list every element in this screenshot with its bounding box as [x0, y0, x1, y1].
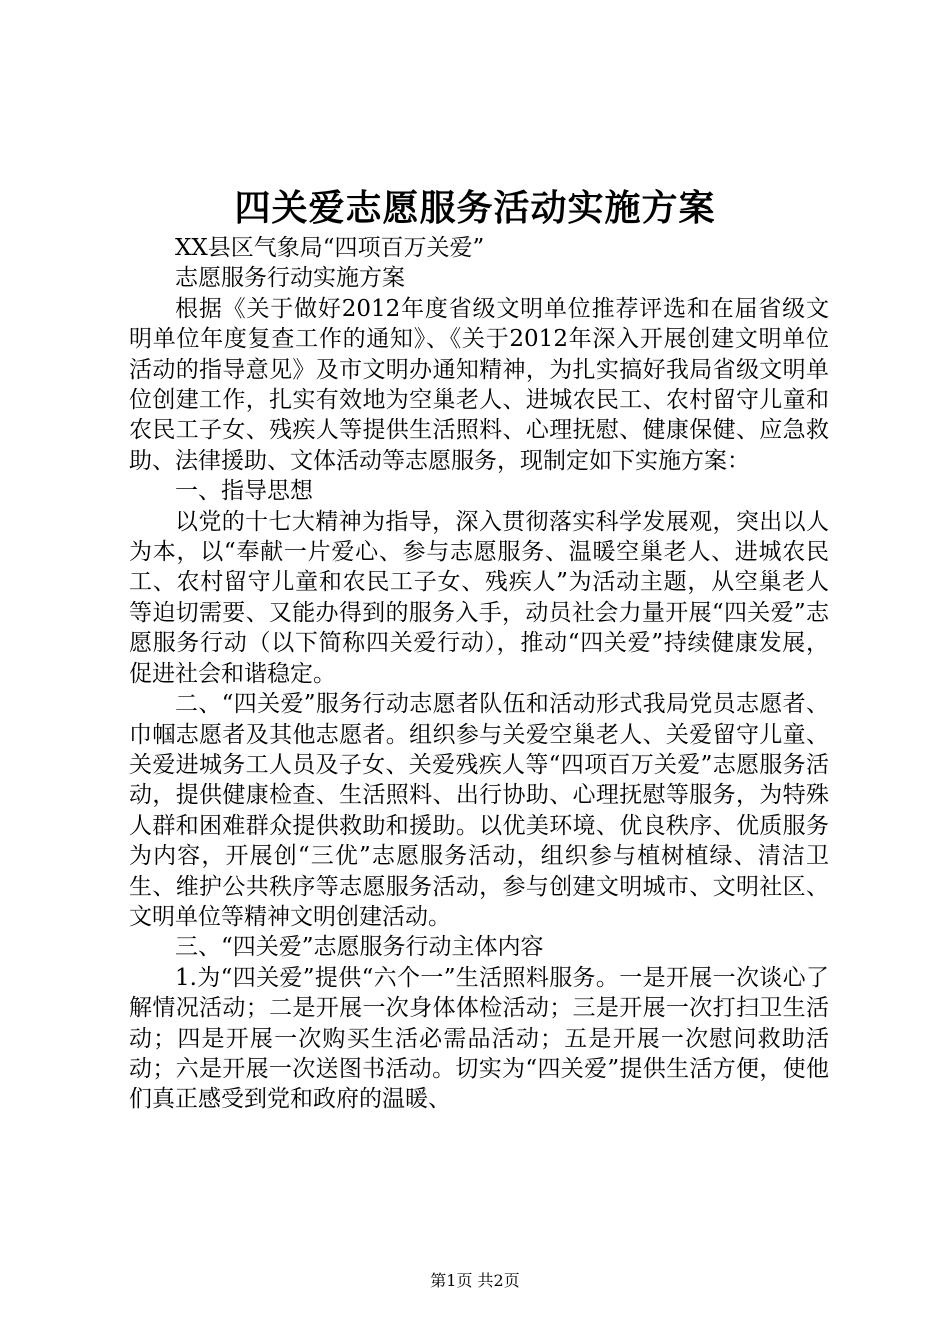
document-title: 四关爱志愿服务活动实施方案 — [234, 187, 716, 229]
paragraph-main-content: 1.为“四关爱”提供“六个一”生活照料服务。一是开展一次谈心了解情况活动；二是开展一次身体体检活动；三是开展一次打扫卫生活动；四是开展一次购买生活必需品活动；五是开展一次慰问救助活动；六是开展一次送图书活动。切实为“四关爱”提供生活方便，使他们真正感受到党和政府的温暖、 — [129, 964, 829, 1113]
paragraph-intro: 根据《关于做好2012年度省级文明单位推荐评选和在届省级文明单位年度复查工作的通知》、《关于2012年深入开展创建文明单位活动的指导意见》及市文明办通知精神，为扎实搞好我局省级文明单位创建工作，扎实有效地为空巢老人、进城农民工、农村留守儿童和农民工子女、残疾人等提供生活照料、心理抚慰、健康保健、应急救助、法律援助、文体活动等志愿服务，现制定如下实施方案： — [129, 295, 829, 474]
section-heading-1: 一、指导思想 — [175, 478, 313, 505]
paragraph-guiding-ideology: 以党的十七大精神为指导，深入贯彻落实科学发展观，突出以人为本，以“奉献一片爱心、参与志愿服务、温暖空巢老人、进城农民工、农村留守儿童和农民工子女、残疾人”为活动主题，从空巢老人等迫切需要、又能办得到的服务入手，动员社会力量开展“四关爱”志愿服务行动（以下简称四关爱行动），推动“四关爱”持续健康发展，促进社会和谐稳定。 — [129, 508, 829, 687]
section-heading-3: 三、“四关爱”志愿服务行动主体内容 — [175, 934, 544, 961]
paragraph-subtitle: 志愿服务行动实施方案 — [175, 265, 405, 292]
paragraph-volunteer-team: 二、“四关爱”服务行动志愿者队伍和活动形式我局党员志愿者、巾帼志愿者及其他志愿者。组织参与关爱空巢老人、关爱留守儿童、关爱进城务工人员及子女、关爱残疾人等“四项百万关爱”志愿服务活动，提供健康检查、生活照料、出行协助、心理抚慰等服务，为特殊人群和困难群众提供救助和援助。以优美环境、优良秩序、优质服务为内容，开展创“三优”志愿服务活动，组织参与植树植绿、清洁卫生、维护公共秩序等志愿服务活动，参与创建文明城市、文明社区、文明单位等精神文明创建活动。 — [129, 691, 829, 930]
page-number-footer: 第1页 共2页 — [430, 1271, 520, 1290]
document-body — [129, 233, 829, 1115]
paragraph-issuer: XX县区气象局“四项百万关爱” — [175, 235, 485, 261]
